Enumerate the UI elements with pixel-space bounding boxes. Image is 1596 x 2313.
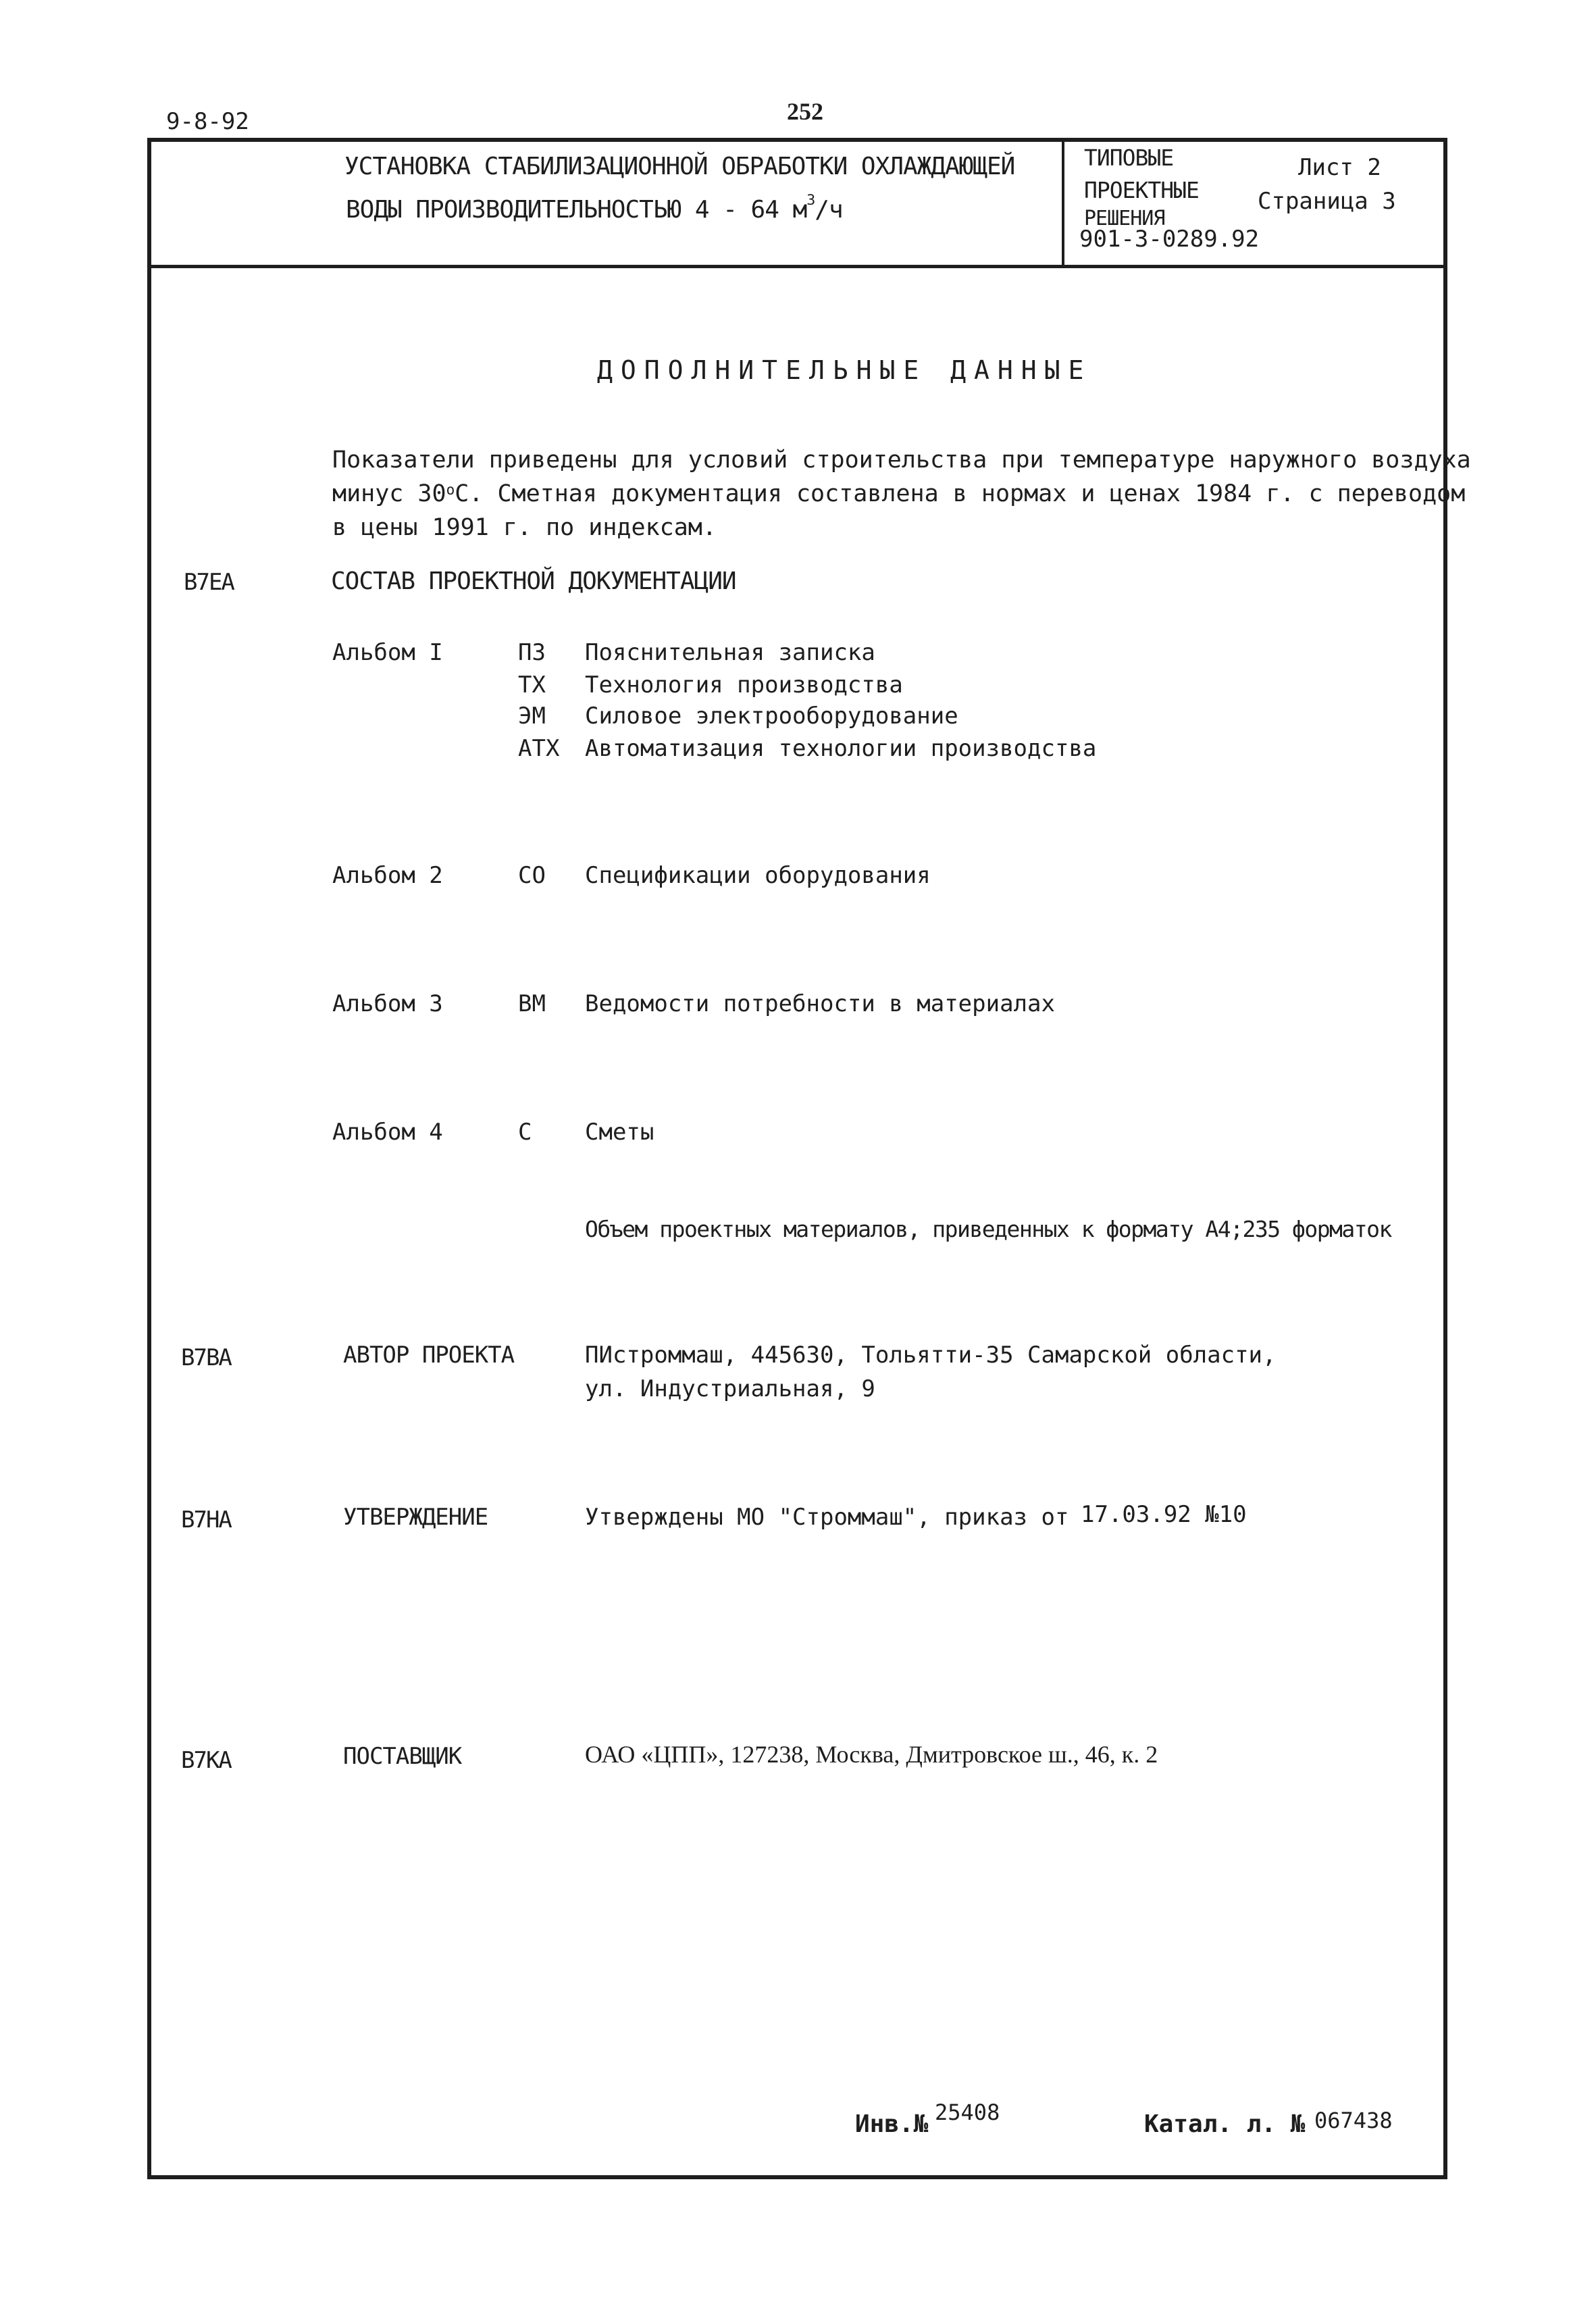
series-line3: РЕШЕНИЯ [1084, 207, 1165, 230]
catalog-label: Катал. л. № [1144, 2110, 1306, 2138]
album-3-label: Альбом 3 [332, 990, 443, 1017]
inventory-label: Инв.№ [855, 2110, 929, 2138]
album-1-mark-4: АТХ [518, 735, 560, 762]
volume-note: Объем проектных материалов, приведенных к формату А4;235 форматок [585, 1216, 1391, 1242]
album-3-mark-1: ВМ [518, 990, 546, 1017]
section-heading: ДОПОЛНИТЕЛЬНЫЕ ДАННЫЕ [597, 355, 1092, 385]
album-2-label: Альбом 2 [332, 862, 443, 889]
album-1-item-4: Автоматизация технологии производства [585, 735, 1097, 762]
album-4-item-1: Сметы [585, 1119, 654, 1146]
top-left-date: 9-8-92 [166, 108, 249, 135]
author-line2: ул. Индустриальная, 9 [585, 1375, 875, 1402]
album-4-mark-1: С [518, 1119, 532, 1146]
series-line2: ПРОЕКТНЫЕ [1084, 177, 1199, 203]
page-label: Страница 3 [1258, 188, 1396, 215]
supplier-label: ПОСТАВЩИК [343, 1743, 462, 1770]
album-1-label: Альбом I [332, 639, 443, 666]
catalog-number: 067438 [1314, 2108, 1393, 2133]
album-1-mark-1: ПЗ [518, 639, 546, 666]
supplier-text: ОАО «ЦПП», 127238, Москва, Дмитровское ш., 46, к. 2 [585, 1741, 1158, 1768]
page-number: 252 [787, 98, 823, 125]
intro-line3: в цены 1991 г. по индексам. [332, 514, 717, 541]
album-1-mark-3: ЭМ [518, 703, 546, 730]
album-4-label: Альбом 4 [332, 1119, 443, 1146]
document-code: 901-3-0289.92 [1079, 226, 1260, 253]
series-line1: ТИПОВЫЕ [1084, 145, 1174, 171]
album-3-item-1: Ведомости потребности в материалах [585, 990, 1055, 1017]
author-line1: ПИстроммаш, 445630, Тольятти-35 Самарской области, [585, 1342, 1277, 1369]
approval-label: УТВЕРЖДЕНИЕ [343, 1504, 488, 1531]
album-1-item-2: Технология производства [585, 671, 903, 698]
inventory-number: 25408 [935, 2100, 1000, 2125]
album-2-item-1: Спецификации оборудования [585, 862, 931, 889]
header-title-line1: УСТАНОВКА СТАБИЛИЗАЦИОННОЙ ОБРАБОТКИ ОХЛАЖДАЮЩЕЙ [344, 153, 1015, 180]
header-divider [151, 265, 1443, 268]
author-label: АВТОР ПРОЕКТА [343, 1342, 515, 1369]
intro-line1: Показатели приведены для условий строительства при температуре наружного воздуха [332, 447, 1471, 474]
supplier-code: В7КА [181, 1747, 231, 1774]
album-2-mark-1: СО [518, 862, 546, 889]
composition-code: В7ЕА [184, 569, 234, 596]
sheet-label: Лист 2 [1298, 154, 1381, 181]
header-column-divider [1062, 142, 1064, 266]
album-1-mark-2: ТХ [518, 671, 546, 698]
approval-date-number: 17.03.92 №10 [1081, 1501, 1247, 1528]
approval-code: В7НА [181, 1506, 231, 1533]
intro-line2: минус $30^оС$. Сметная документация составлена в нормах и ценах 1984 г. с переводом [332, 480, 1466, 507]
header-title-line2: ВОДЫ ПРОИЗВОДИТЕЛЬНОСТЬЮ 4 - 64 $м^3/ч$ [346, 192, 843, 224]
album-1-item-3: Силовое электрооборудование [585, 703, 958, 730]
album-1-item-1: Пояснительная записка [585, 639, 875, 666]
composition-title: СОСТАВ ПРОЕКТНОЙ ДОКУМЕНТАЦИИ [331, 567, 736, 595]
approval-text: Утверждены МО "Строммаш", приказ от [585, 1504, 1069, 1531]
author-code: В7ВА [181, 1344, 231, 1371]
